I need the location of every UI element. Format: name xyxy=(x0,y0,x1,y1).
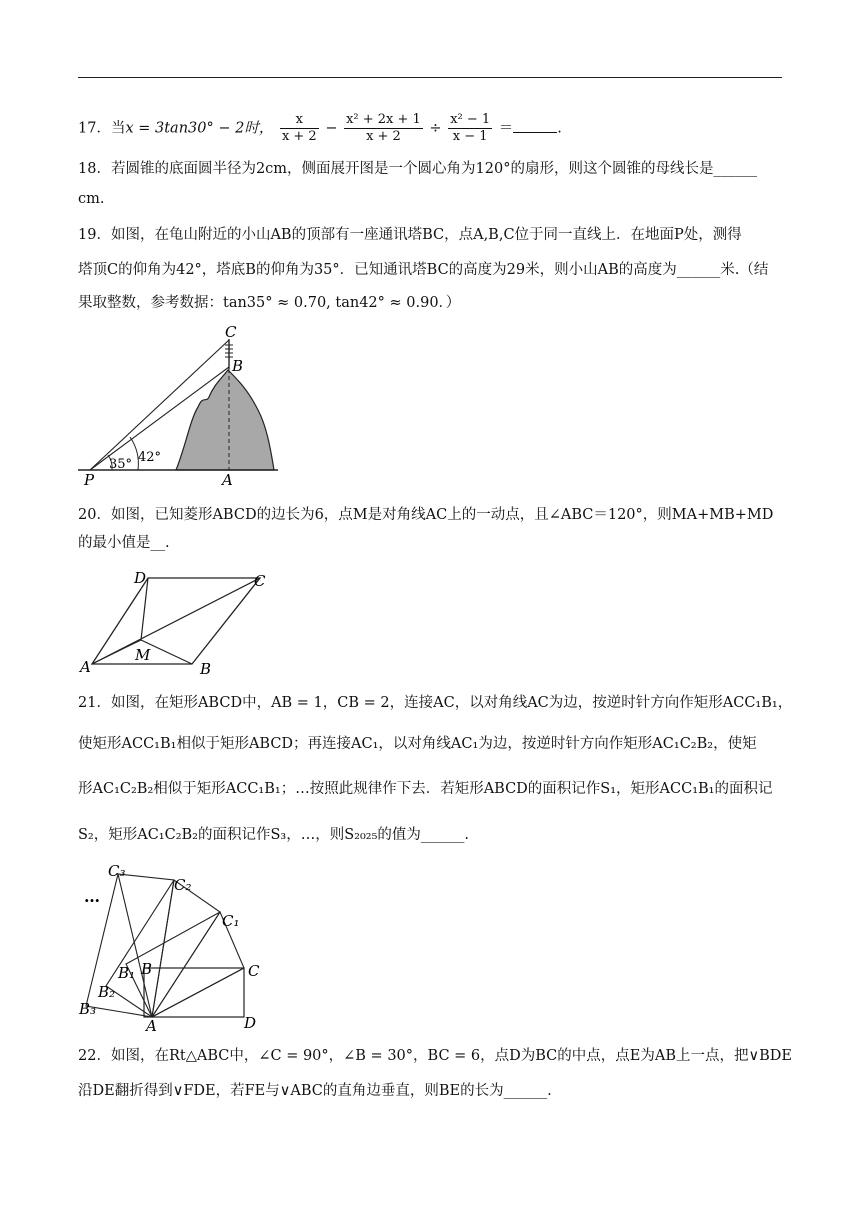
label-a: A xyxy=(146,1017,157,1032)
question-21-line-2: 使矩形ACC₁B₁相似于矩形ABCD；再连接AC₁，以对角线AC₁为边，按逆时针方向作矩形AC₁C₂B₂，使矩 xyxy=(78,736,757,752)
label-b: B xyxy=(200,660,212,678)
label-b: B xyxy=(232,357,244,375)
mountain-shape xyxy=(176,370,274,470)
q17-f3-num: x² − 1 xyxy=(450,112,491,127)
q17-f1-den: x + 2 xyxy=(281,129,317,144)
label-a: A xyxy=(222,471,233,489)
q17-fraction-2 xyxy=(344,112,423,145)
label-c: C xyxy=(248,962,260,980)
label-c3: C₃ xyxy=(108,862,126,880)
q17-answer-blank xyxy=(513,118,557,133)
label-b1: B₁ xyxy=(118,964,136,982)
q17-fraction-1 xyxy=(280,112,319,145)
question-22-line-2: 沿DE翻折得到∨FDE，若FE与∨ABC的直角边垂直，则BE的长为______. xyxy=(78,1083,552,1099)
question-18-line-2: cm. xyxy=(78,191,105,207)
label-c: C xyxy=(225,325,237,341)
label-d: D xyxy=(244,1014,257,1032)
q17-prefix: 17．当 xyxy=(78,120,126,137)
q17-fraction-3 xyxy=(448,112,492,145)
question-21-line-4: S₂，矩形AC₁C₂B₂的面积记作S₃，…，则S₂₀₂₅的值为______. xyxy=(78,827,470,843)
q17-op2: ÷ xyxy=(429,120,442,137)
q17-f1-num: x xyxy=(280,112,319,129)
label-ellipsis: … xyxy=(84,887,100,906)
label-angle-42: 42° xyxy=(138,450,162,465)
label-d: D xyxy=(134,569,147,587)
question-17 xyxy=(78,112,562,145)
q17-op1: − xyxy=(325,120,338,137)
question-19-line-3: 果取整数，参考数据：tan35° ≈ 0.70, tan42° ≈ 0.90．） xyxy=(78,295,461,311)
q17-condition: x = 3tan30° − 2时， xyxy=(125,120,274,137)
question-20-line-2: 的最小值是__. xyxy=(78,535,170,551)
q17-equals: ＝ xyxy=(498,120,514,137)
q17-f3-den: x − 1 xyxy=(452,129,488,144)
diagonal-ac xyxy=(92,578,260,664)
label-angle-35: 35° xyxy=(109,457,133,472)
q17-f2-num: x² + 2x + 1 xyxy=(346,112,421,127)
label-c1: C₁ xyxy=(222,912,240,930)
label-a: A xyxy=(80,658,91,676)
q17-end: . xyxy=(557,120,562,137)
q17-f2-den: x + 2 xyxy=(366,129,401,144)
rectangles-figure xyxy=(78,860,283,1032)
mountain-tower-figure xyxy=(78,325,283,490)
question-20-line-1: 20．如图，已知菱形ABCD的边长为6，点M是对角线AC上的一动点，且∠ABC＝120°，则MA+MB+MD xyxy=(78,507,774,523)
question-19-line-1: 19．如图，在龟山附近的小山AB的顶部有一座通讯塔BC，点A,B,C位于同一直线上．在地面P处，测得 xyxy=(78,227,742,243)
label-c2: C₂ xyxy=(174,876,192,894)
rhombus-figure xyxy=(78,568,283,680)
label-p: P xyxy=(84,471,95,489)
label-c: C xyxy=(254,572,266,590)
question-18-line-1: 18．若圆锥的底面圆半径为2cm，侧面展开图是一个圆心角为120°的扇形，则这个圆锥的母线长是______ xyxy=(78,161,757,177)
question-21-line-3: 形AC₁C₂B₂相似于矩形ACC₁B₁；…按照此规律作下去．若矩形ABCD的面积记作S₁，矩形ACC₁B₁的面积记 xyxy=(78,781,773,797)
label-b: B xyxy=(141,960,153,978)
label-b2: B₂ xyxy=(98,983,116,1001)
label-b3: B₃ xyxy=(79,1000,97,1018)
diag-ac3 xyxy=(118,874,152,1017)
header-rule xyxy=(78,77,782,78)
label-m: M xyxy=(135,646,151,664)
question-22-line-1: 22．如图，在Rt△ABC中，∠C = 90°，∠B = 30°，BC = 6，点D为BC的中点，点E为AB上一点，把∨BDE xyxy=(78,1048,792,1064)
question-19-line-2: 塔顶C的仰角为42°，塔底B的仰角为35°．已知通讯塔BC的高度为29米，则小山AB的高度为______米.（结 xyxy=(78,262,769,278)
question-21-line-1: 21．如图，在矩形ABCD中，AB = 1，CB = 2，连接AC，以对角线AC为边，按逆时针方向作矩形ACC₁B₁， xyxy=(78,695,793,711)
